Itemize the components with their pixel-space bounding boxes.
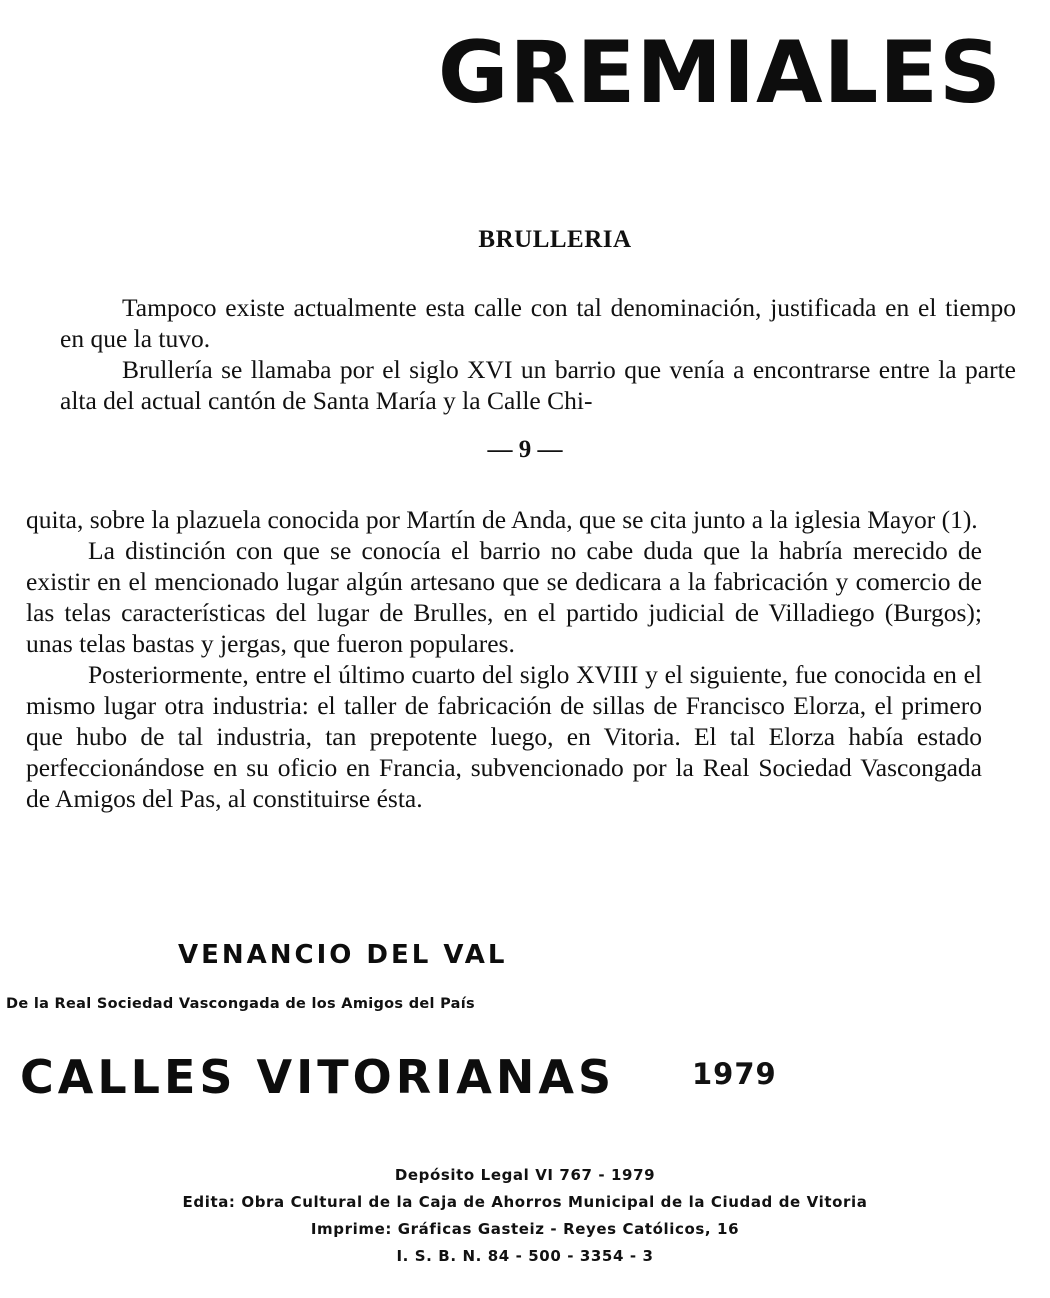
isbn-line: I. S. B. N. 84 - 500 - 3354 - 3 (396, 1247, 654, 1265)
paragraph: Brullería se llamaba por el siglo XVI un barrio que venía a encontrarse entre la parte alta del actual cantón de Santa María y la Calle Chi- (60, 355, 1016, 415)
body-text-top (60, 292, 1016, 416)
paragraph: La distinción con que se conocía el barrio no cabe duda que la habría merecido de existir en el mencionado lugar algún artesano que se dedicara a la fabricación y comercio de las telas características del lugar de Brulles, en el partido judicial de Villadiego (Burgos); unas telas bastas y jergas, que fueron populares. (26, 536, 982, 658)
author-affiliation: De la Real Sociedad Vascongada de los Amigos del País (6, 996, 475, 1012)
publisher-line: Edita: Obra Cultural de la Caja de Ahorros Municipal de la Ciudad de Vitoria (182, 1193, 868, 1211)
paragraph: Posteriormente, entre el último cuarto del siglo XVIII y el siguiente, fue conocida en el mismo lugar otra industria: el taller de fabricación de sillas de Francisco Elorza, el primero que hubo de tal industria, tan prepotente luego, en Vitoria. El tal Elorza había estado perfeccionándose en su oficio en Francia, subvencionado por la Real Sociedad Vascongada de Amigos del Pas, al constituirse ésta. (26, 660, 982, 813)
paragraph: Tampoco existe actualmente esta calle con tal denominación, justificada en el tiempo en que la tuvo. (60, 293, 1016, 353)
paragraph: quita, sobre la plazuela conocida por Martín de Anda, que se cita junto a la iglesia Mayor (1). (26, 505, 978, 534)
body-text-bottom (26, 504, 982, 814)
page-header-title: GREMIALES (437, 23, 1002, 123)
book-year: 1979 (692, 1057, 777, 1091)
printer-line: Imprime: Gráficas Gasteiz - Reyes Católicos, 16 (310, 1220, 740, 1238)
section-heading: BRULLERIA (478, 226, 632, 253)
book-title: CALLES VITORIANAS (20, 1050, 616, 1104)
author-name: VENANCIO DEL VAL (178, 940, 508, 970)
legal-deposit: Depósito Legal VI 767 - 1979 (394, 1166, 656, 1184)
page-number: — 9 — (487, 436, 563, 463)
colophon (0, 1162, 1050, 1270)
